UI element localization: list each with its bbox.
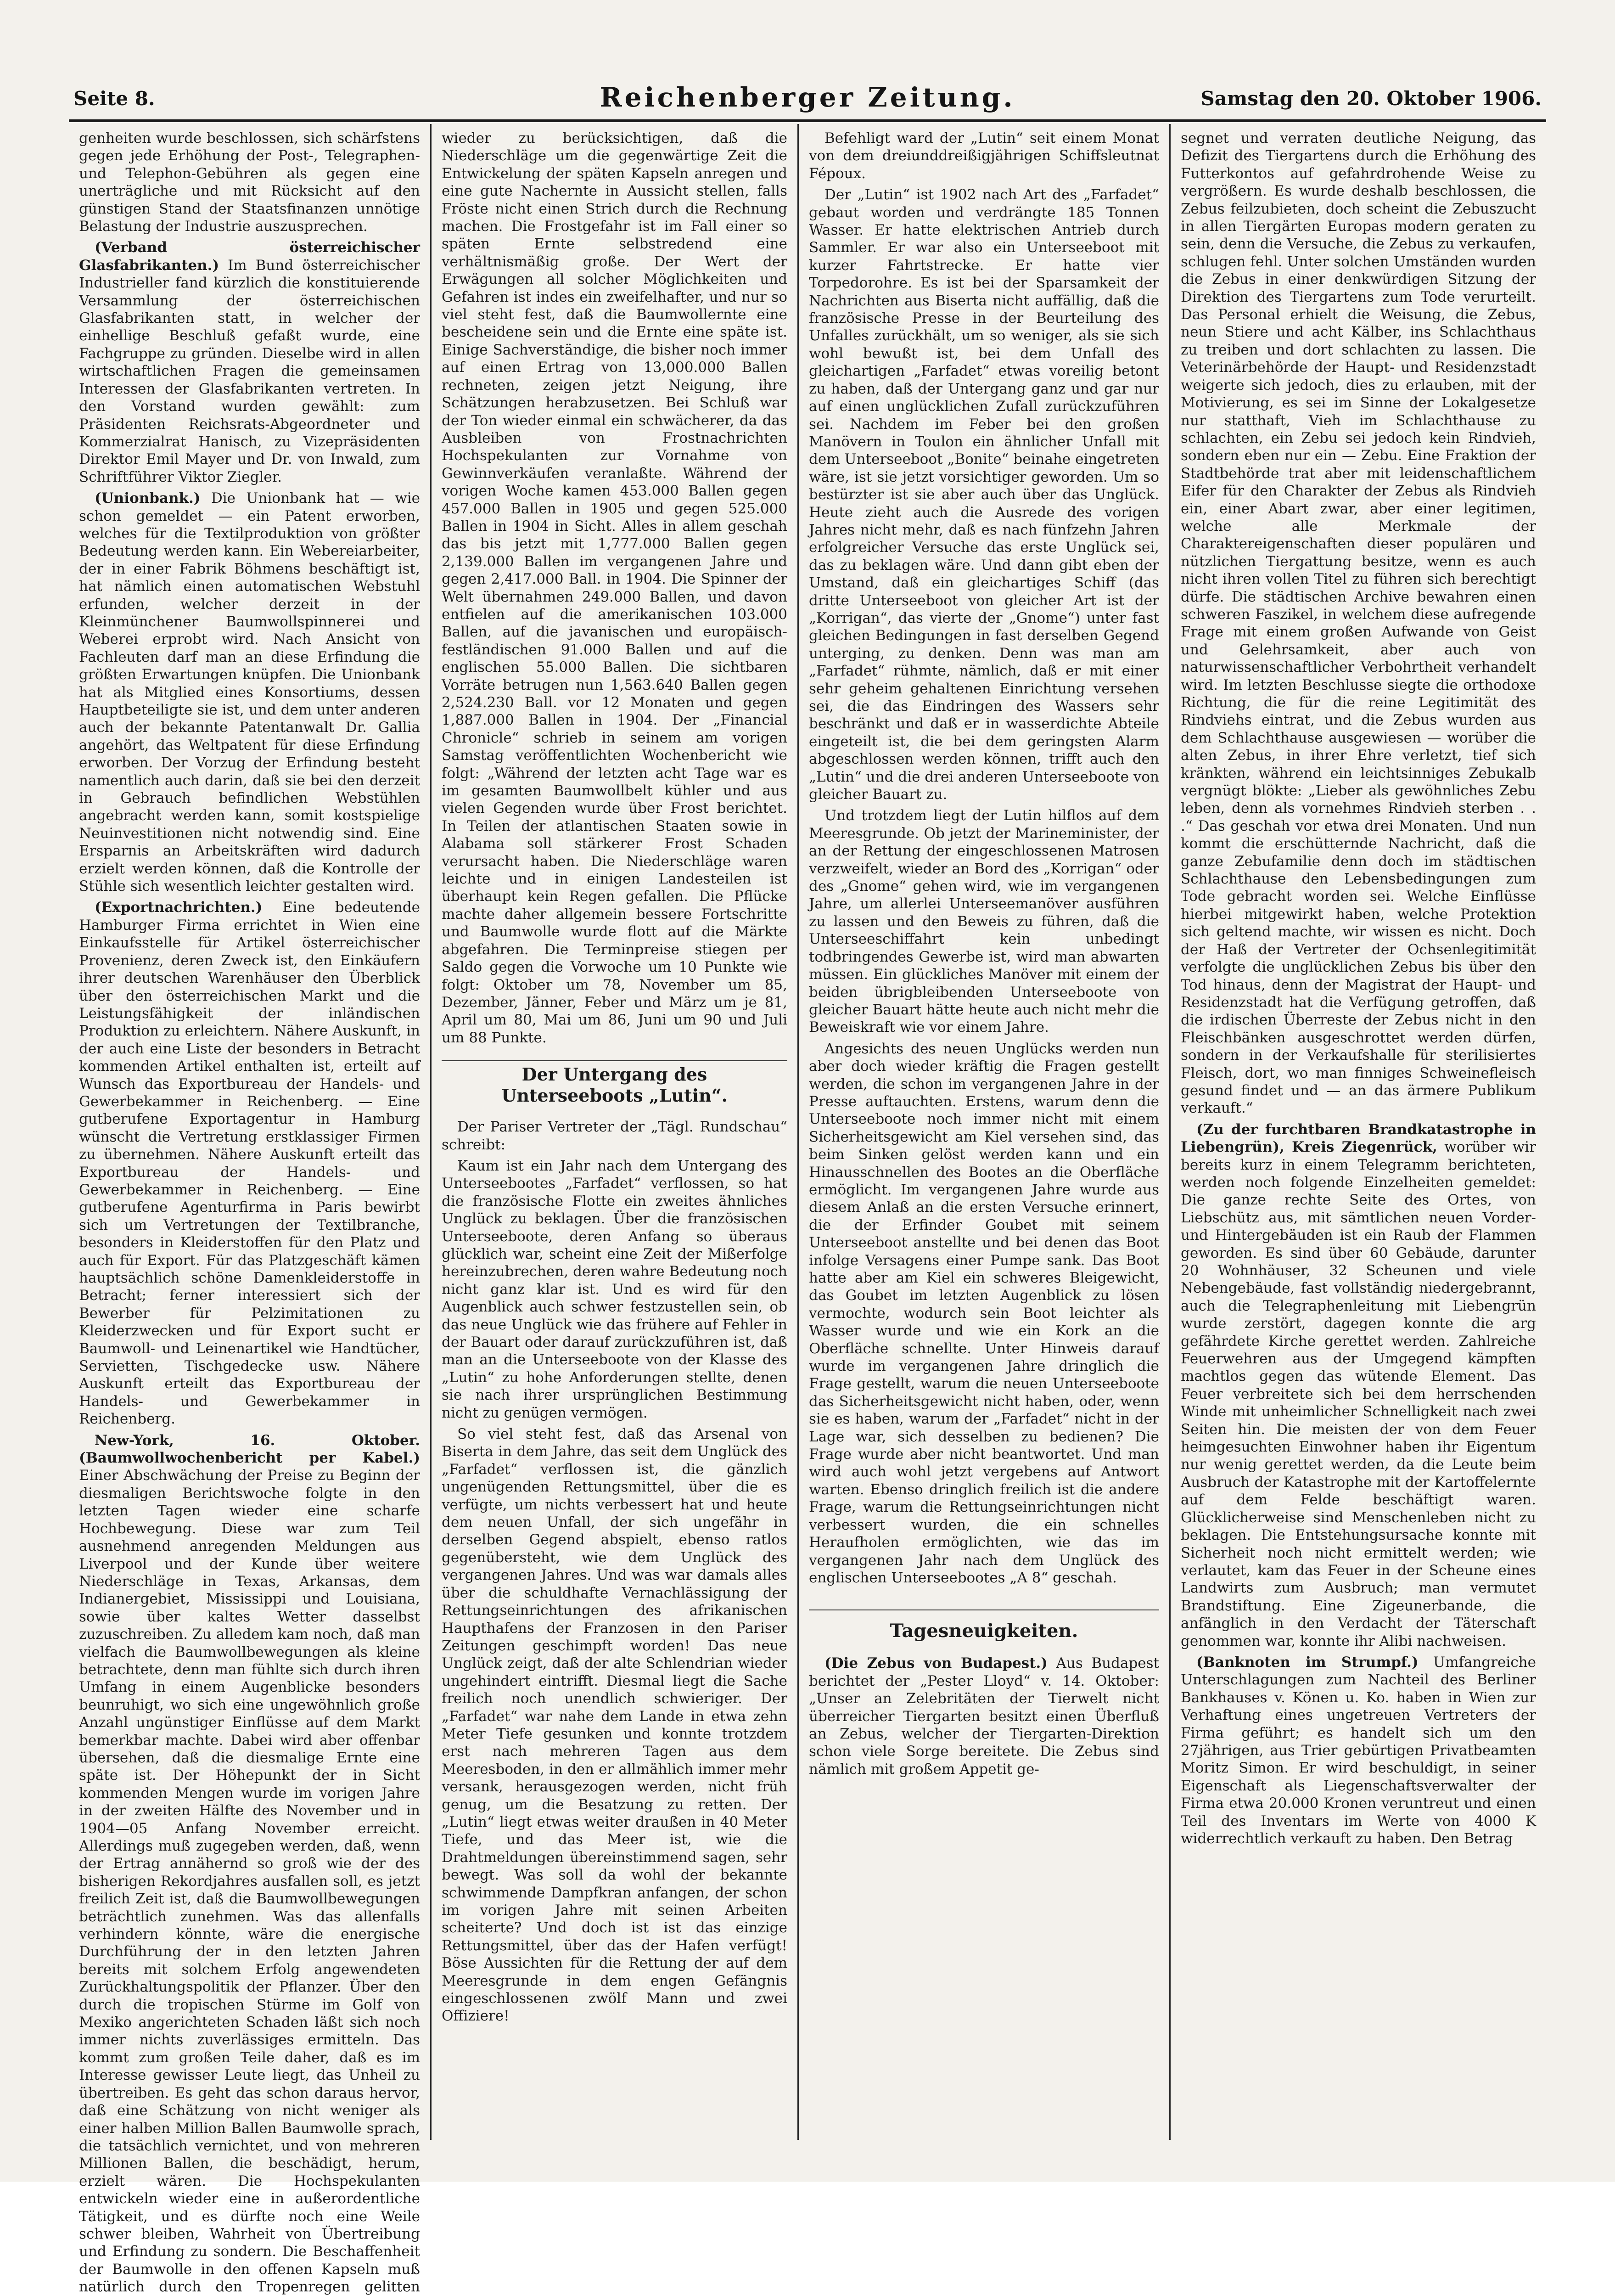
masthead [69, 69, 1546, 122]
section-heading: Tagesneuigkeiten. [809, 1609, 1159, 1643]
headline-line-1: Der Untergang des [522, 1064, 707, 1085]
column-4 [1171, 124, 1546, 2140]
article-text: Der Pariser Vertreter der „Tägl. Rundschau“ schreibt: [442, 1119, 787, 1153]
item-body: Aus Budapest berichtet der „Pester Lloyd“ v. 14. Oktober: „Unser an Zelebritäten der Tierwelt nicht überreicher Tiergarten besitzt einen Überfluß an Zebus, welcher der Tiergarten-Direktion schon viele Sorge bereitete. Die Zebus sind nämlich mit großem Appetit ge- [809, 1655, 1160, 1778]
columns [69, 124, 1546, 2296]
page-number: Seite 8. [73, 87, 155, 110]
item-body: Die Unionbank hat — wie schon gemeldet — ein Patent erworben, welches für die Textilproduktion von größter Bedeutung werden kann. Ein Webereiarbeiter, der in einer Fabrik Böhmens beschäftigt ist, hat nämlich einen automatischen Webstuhl erfunden, welcher derzeit in der Kleinmünchener Baumwollspinnerei und Weberei erprobt wird. Nach Ansicht von Fachleuten darf man an diese Erfindung die größten Erwartungen knüpfen. Die Unionbank hat als Mitglied eines Konsortiums, dessen Hauptbeteiligte sie ist, und dem unter anderen auch der bekannte Patentanwalt Dr. Gallia angehört, das Weltpatent für diese Erfindung erworben. Der Vorzug der Erfindung besteht namentlich auch darin, daß sie bei den derzeit in Gebrauch befindlichen Webstühlen angebracht werden kann, somit kostspielige Neuinvestitionen nicht notwendig sind. Eine Ersparnis an Arbeitskräften wird dadurch erzielt werden können, daß die Kontrolle der Stühle sich wesentlich leichter gestalten wird. [79, 490, 420, 895]
item-heading: New-York, 16. Oktober. (Baumwollwochenbericht per Kabel.) [79, 1432, 420, 1467]
column-3 [799, 124, 1171, 2140]
article-headline [442, 1060, 787, 1109]
headline-line-2: Unterseeboots „Lutin“. [501, 1085, 728, 1106]
article-text: So viel steht fest, daß das Arsenal von Biserta in dem Jahre, das seit dem Unglück des „Farfadet“ verflossen ist, die gänzlich ungenügenden Rettungsmittel, über die es verfügte, um nichts verbessert hat und heute dem neuen Unfall, der sich ungefähr in derselben Gegend abspielt, ebenso ratlos gegenübersteht, wie dem Unglück des vergangenen Jahres. Und was war damals alles über die schuldhafte Vernachlässigung der Rettungseinrichtungen des afrikanischen Haupthafens der Franzosen in den Pariser Zeitungen geschimpft worden! Das neue Unglück zeigt, daß der alte Schlendrian wieder ungehindert eintrifft. Diesmal liegt die Sache freilich noch unendlich schwieriger. Der „Farfadet“ war nahe dem Lande in etwa zehn Meter Tiefe gesunken und konnte trotzdem erst nach mehreren Tagen aus dem Meeresboden, in den er allmählich immer mehr versank, herausgezogen werden, nicht früh genug, um die Besatzung zu retten. Der „Lutin“ liegt etwas weiter draußen in 40 Meter Tiefe, und das Meer ist, wie die Drahtmeldungen übereinstimmend sagen, sehr bewegt. Was soll da wohl der bekannte schwimmende Dampfkran anfangen, der schon im vorigen Jahre mit seinen Arbeiten scheiterte? Und doch ist ist das einzige Rettungsmittel, über das der Hafen verfügt! Böse Aussichten für die Rettung der auf dem Meeresgrunde in dem engen Gefängnis eingeschlossenen zwölf Mann und zwei Offiziere! [442, 1426, 787, 2025]
item-body: Im Bund österreichischer Industrieller fand kürzlich die konstituierende Versammlung der österreichischen Glasfabrikanten statt, in welcher der einhellige Beschluß gefaßt wurde, eine Fachgruppe zu gründen. Dieselbe wird in allen wirtschaftlichen Fragen die gemeinsamen Interessen der Glasfabrikanten vertreten. In den Vorstand wurden gewählt: zum Präsidenten Reichsrats-Abgeordneter und Kommerzialrat Hanisch, zu Vizepräsidenten Direktor Emil Mayer und Dr. von Inwald, zum Schriftführer Viktor Ziegler. [79, 257, 420, 485]
item-heading: (Die Zebus von Budapest.) [824, 1655, 1048, 1672]
item-heading: (Banknoten im Strumpf.) [1196, 1654, 1419, 1671]
article-text: wieder zu berücksichtigen, daß die Niederschläge um die gegenwärtige Zeit die Entwickelung der späten Kapseln anregen und eine gute Nachernte in Aussicht stellen, falls Fröste nicht einen Strich durch die Rechnung machen. Die Frostgefahr ist im Fall einer so späten Ernte selbstredend eine verhältnismäßig große. Der Wert der Erwägungen all solcher Möglichkeiten und Gefahren ist indes ein zweifelhafter, und nur so viel steht fest, daß die Baumwollernte eine bescheidene sein und die Ernte eine späte ist. Einige Sachverständige, die bisher noch immer auf einen Ertrag von 13,000.000 Ballen rechneten, zeigen jetzt Neigung, ihre Schätzungen herabzusetzen. Bei Schluß war der Ton wieder einmal ein schwächerer, da das Ausbleiben von Frostnachrichten Hochspekulanten zur Vornahme von Gewinnverkäufen veranlaßte. Während der vorigen Woche kamen 453.000 Ballen gegen 457.000 Ballen in 1905 und gegen 525.000 Ballen in 1904 in Sicht. Alles in allem geschah das bis jetzt mit 1,777.000 Ballen gegen 2,139.000 Ballen im vergangenen Jahre und gegen 2,417.000 Ball. in 1904. Die Spinner der Welt übernahmen 249.000 Ballen, und davon entfielen auf die amerikanischen 103.000 Ballen, auf die javanischen und europäisch-festländischen 91.000 Ballen und auf die englischen 55.000 Ballen. Die sichtbaren Vorräte betrugen nun 1,563.640 Ballen gegen 2,524.230 Ball. vor 12 Monaten und gegen 1,887.000 Ballen in 1904. Der „Financial Chronicle“ schrieb in seinem am vorigen Samstag veröffentlichten Wochenbericht wie folgt: „Während der letzten acht Tage war es im gesamten Baumwollbelt kühler und aus vielen Gegenden wurde über Frost berichtet. In Teilen der atlantischen Staaten sowie in Alabama soll stärkerer Frost Schaden verursacht haben. Die Niederschläge waren leichte und in einigen Landesteilen ist überhaupt kein Regen gefallen. Die Pflücke machte daher allgemein bessere Fortschritte und Baumwolle wurde flott auf die Märkte abgefahren. Die Terminpreise stiegen per Saldo gegen die Vorwoche um 10 Punkte wie folgt: Oktober um 78, November um 85, Dezember, Jänner, Feber und März um je 81, April um 80, Mai um 86, Juni um 90 und Juli um 88 Punkte. [442, 130, 787, 1046]
item-heading: (Unionbank.) [95, 490, 201, 507]
article-item [79, 1432, 420, 2296]
article-item [809, 1654, 1159, 1778]
article-item [1181, 1654, 1536, 1847]
article-text: Und trotzdem liegt der Lutin hilflos auf dem Meeresgrunde. Ob jetzt der Marineminister, der an der Rettung der eingeschlossenen Matrosen verzweifelt, wieder an Bord des „Korrigan“ oder des „Gnome“ gehen wird, wie im vergangenen Jahre, um allerlei Unterseemanöver ausführen zu lassen und den Beweis zu führen, daß die Unterseeschiffahrt kein unbedingt todbringendes Gewerbe ist, wird man abwarten müssen. Ein glückliches Manöver mit einem der beiden übrigbleibenden Unterseeboote von gleicher Bauart hätte heute auch nicht mehr die Beweiskraft wie vor einem Jahre. [809, 807, 1159, 1036]
article-item [79, 490, 420, 895]
item-heading: (Zu der furchtbaren Brandkatastrophe in Liebengrün), Kreis Ziegenrück, [1181, 1121, 1536, 1156]
item-heading: (Exportnachrichten.) [95, 899, 263, 916]
article-text: Der „Lutin“ ist 1902 nach Art des „Farfadet“ gebaut worden und verdrängte 185 Tonnen Wasser. Er hatte elektrischen Antrieb durch Sammler. Er war also ein Unterseeboot mit kurzer Fahrtstrecke. Er hatte vier Torpedorohre. Es ist bei der Sparsamkeit der Nachrichten aus Biserta nicht auffällig, daß die französische Presse in der Beurteilung des Unfalles zurückhält, um so weniger, als sie sich wohl bewußt ist, bei dem Unfall des gleichartigen „Farfadet“ etwas voreilig betont zu haben, daß der Untergang ganz und gar nur auf einen unglücklichen Zufall zurückzuführen sei. Nachdem im Feber bei den großen Manövern in Toulon ein ähnlicher Unfall mit dem Unterseeboot „Bonite“ beinahe eingetreten wäre, ist sie jetzt vorsichtiger geworden. Um so bestürzter ist sie aber auch über das Unglück. Heute zieht auch die Ausrede des vorigen Jahres nicht mehr, daß es nach fünfzehn Jahren erfolgreicher Versuche das erste Unglück sei, das zu beklagen wäre. Und dann gibt eben der Umstand, daß ein gleichartiges Schiff (das dritte Unterseeboot von gleicher Art ist der „Korrigan“, das vierte der „Gnome“) unter fast gleichen Bedingungen in fast derselben Gegend unterging, zu denken. Denn was man am „Farfadet“ rühmte, nämlich, daß er mit einer sehr geheim gehaltenen Einrichtung versehen sei, die das Eindringen des Wassers sehr beschränkt und daß er in wasserdichte Abteile eingeteilt ist, die bei dem geringsten Alarm abgeschlossen werden können, trifft auch den „Lutin“ und die drei anderen Unterseeboote von gleicher Bauart zu. [809, 186, 1159, 803]
article-item [79, 899, 420, 1428]
article-text: Angesichts des neuen Unglücks werden nun aber doch wieder kräftig die Fragen gestellt werden, die schon im vergangenen Jahre in der Presse auftauchten. Erstens, warum denn die Unterseeboote noch immer nicht mit einem Sicherheitsgewicht am Kiel versehen sind, das beim Sinken gelöst werden kann und ein Hinausschnellen des Bootes an die Oberfläche ermöglicht. Im vergangenen Jahre wurde aus diesem Anlaß an die ersten Versuche erinnert, die der Erfinder Goubet mit seinem Unterseeboot anstellte und bei denen das Boot infolge Versagens einer Pumpe sank. Das Boot hatte aber am Kiel ein schweres Bleigewicht, das Goubet im letzten Augenblick zu lösen vermochte, wodurch sein Boot leichter als Wasser wurde und wie ein Kork an die Oberfläche schnellte. Unter Hinweis darauf wurde im vergangenen Jahre dringlich die Frage gestellt, warum die neuen Unterseeboote das Sicherheitsgewicht nicht haben, oder, wenn sie es haben, warum der „Farfadet“ nicht in der Lage war, sich desselben zu bedienen? Die Frage wurde aber nicht beantwortet. Und man wird auch wohl jetzt vergebens auf Antwort warten. Ebenso dringlich freilich ist die andere Frage, warum die Rettungseinrichtungen nicht verbessert wurden, die ein schnelles Heraufholen ermöglichten, wie das im vergangenen Jahr nach dem Unglück des englischen Unterseebootes „A 8“ geschah. [809, 1040, 1159, 1586]
article-text: genheiten wurde beschlossen, sich schärfstens gegen jede Erhöhung der Post-, Telegraphen- und Telephon-Gebühren als gegen eine unerträgliche und mit Rücksicht auf den günstigen Stand der Staatsfinanzen unnötige Belastung der Industrie auszusprechen. [79, 130, 420, 235]
item-body: Einer Abschwächung der Preise zu Beginn der diesmaligen Berichtswoche folgte in den letzten Tagen wieder eine scharfe Hochbewegung. Diese war zum Teil ausnehmend anregenden Meldungen aus Liverpool und der Kunde über weitere Niederschläge in Texas, Arkansas, dem Indianergebiet, Mississippi und Louisiana, sowie über kaltes Wetter dasselbst zuzuschreiben. Zu alledem kam noch, daß man vielfach die Baumwollbewegungen als kleine betrachtete, denn man fühlte sich durch ihren Umfang in einem Augenblicke besonders beunruhigt, wo sich eine ungewöhnlich große Anzahl ungünstiger Einflüsse auf dem Markt bemerkbar machte. Dabei wird aber offenbar übersehen, daß die diesmalige Ernte eine späte ist. Der Höhepunkt der in Sicht kommenden Mengen wurde im vorigen Jahre in der zweiten Hälfte des November und in 1904—05 Anfang November erreicht. Allerdings muß zugegeben werden, daß, wenn der Ertrag annähernd so groß wie der des bisherigen Rekordjahres ausfallen soll, es jetzt freilich Zeit ist, daß die Baumwollbewegungen beträchtlich zunehmen. Was das allenfalls verhindern könnte, wäre die energische Durchführung der in den letzten Jahren bereits mit solchem Erfolg angewendeten Zurückhaltungspolitik der Pflanzer. Über den durch die tropischen Stürme im Golf von Mexiko angerichteten Schaden läßt sich noch immer nichts zuverlässiges ermitteln. Das kommt zum großen Teile daher, daß es im Interesse gewisser Leute liegt, das Unheil zu übertreiben. Es geht das schon daraus hervor, daß eine Schätzung von nicht weniger als einer halben Million Ballen Baumwolle sprach, die tatsächlich vernichtet, und von mehreren Millionen Ballen, die beschädigt, herum, erzielt wären. Die Hochspekulanten entwickeln wieder eine in außerordentliche Tätigkeit, und es dürfte noch eine Weile schwer bleiben, Wahrheit von Übertreibung und Erfindung zu sondern. Die Beschaffenheit der Baumwolle in den offenen Kapseln muß natürlich durch den Tropenregen gelitten [79, 1467, 420, 2296]
item-body: Umfangreiche Unterschlagungen zum Nachteil des Berliner Bankhauses v. Könen u. Ko. haben in Wien zur Verhaftung eines ungetreuen Vertreters der Firma geführt; es handelt sich um den 27jährigen, aus Trier gebürtigen Privatbeamten Moritz Simon. Er wird beschuldigt, in seiner Eigenschaft als Liegenschaftsverwalter der Firma etwa 20.000 Kronen veruntreut und einen Teil des Inventars im Werte von 4000 K widerrechtlich verkauft zu haben. Den Betrag [1181, 1654, 1536, 1847]
article-item [79, 239, 420, 486]
column-2 [432, 124, 799, 2140]
issue-date: Samstag den 20. Oktober 1906. [1200, 87, 1542, 110]
article-text: Kaum ist ein Jahr nach dem Untergang des Unterseebootes „Farfadet“ verflossen, so hat die französische Flotte ein zweites ähnliches Unglück zu beklagen. Über die französischen Unterseeboote, deren Anfang so überaus glücklich war, scheint eine Zeit der Mißerfolge hereinzubrechen, deren wahre Bedeutung noch nicht ganz klar ist. Und es wird für den Augenblick auch schwer festzustellen sein, ob das neue Unglück wie das frühere auf Fehler in der Bauart oder darauf zurückzuführen ist, daß man an die Unterseeboote von der Klasse des „Lutin“ zu hohe Anforderungen stellte, denen sie nach ihrer ursprünglichen Bestimmung nicht zu genügen vermögen. [442, 1157, 787, 1421]
article-item [1181, 1121, 1536, 1650]
article-text: segnet und verraten deutliche Neigung, das Defizit des Tiergartens durch die Erhöhung des Futterkontos auf gefahrdrohende Weise zu vergrößern. Es wurde deshalb beschlossen, die Zebus feilzubieten, doch scheint die Zebuszucht in allen Tiergärten Europas modern geraten zu sein, denn die Versuche, die Zebus zu verkaufen, schlugen fehl. Unter solchen Umständen wurden die Zebus in einer denkwürdigen Sitzung der Direktion des Tiergartens zum Tode verurteilt. Das Personal erhielt die Weisung, die Zebus, neun Stiere und acht Kälber, ins Schlachthaus zu treiben und dort schlachten zu lassen. Die Veterinärbehörde der Haupt- und Residenzstadt weigerte sich jedoch, dies zu erlauben, mit der Motivierung, es sei im Sinne der Lokalgesetze nur statthaft, Vieh im Schlachthause zu schlachten, ein Zebu sei jedoch kein Rindvieh, sondern eben nur ein — Zebu. Eine Fraktion der Stadtbehörde trat aber mit leidenschaftlichem Eifer für den Charakter der Zebus als Rindvieh ein, einer Abart zwar, aber einer legitimen, welche alle Merkmale der Charaktereigenschaften dieser populären und nützlichen Tiergattung besitze, wenn es auch nicht ihren vollen Titel zu führen sich berechtigt dürfe. Die städtischen Archive bewahren einen schweren Faszikel, in welchem diese aufregende Frage mit einem großen Aufwande von Geist und Gelehrsamkeit, aber auch von naturwissenschaftlicher Verbohrtheit verhandelt wird. Im letzten Beschlusse siegte die orthodoxe Richtung, die für die reine Legitimität des Rindviehs eintrat, und die Zebus wurden aus dem Schlachthause ausgewiesen — worüber die alten Zebus, in ihrer Ehre verletzt, tief sich kränkten, während ein leichtsinniges Zebukalb vergnügt blökte: „Lieber als gewöhnliches Zebu leben, denn als vornehmes Rindvieh sterben . . .“ Das geschah vor etwa drei Monaten. Und nun kommt die erschütternde Nachricht, daß die ganze Zebufamilie denn doch im städtischen Schlachthause den Lebensbedingungen zum Tode gebracht worden sei. Welche Einflüsse hierbei mitgewirkt haben, welche Protektion sich geltend machte, wir wissen es nicht. Doch der Haß der Vertreter der Ochsenlegitimität verfolgte die unglücklichen Zebus bis über den Tod hinaus, denn der Magistrat der Haupt- und Residenzstadt hat die Verfügung getroffen, daß die irdischen Überreste der Zebus nicht in den Fleischbänken ausgeschrottet werden dürfen, sondern in der Verkaufshalle für sterilisiertes Fleisch, dort, wo man finniges Schweinefleisch gesund findet und — an das ärmere Publikum verkauft.“ [1181, 130, 1536, 1117]
newspaper-title: Reichenberger Zeitung. [600, 82, 1015, 113]
item-heading: (Verband österreichischer Glasfabrikanten.) [79, 239, 420, 274]
item-body: Eine bedeutende Hamburger Firma errichtet in Wien eine Einkaufsstelle für Artikel österreichischer Provenienz, deren Zweck ist, den Einkäufern ihrer deutschen Warenhäuser den Überblick über den österreichischen Markt und die Leistungsfähigkeit der inländischen Produktion zu erleichtern. Nähere Auskunft, in der auch eine Liste der besonders in Betracht kommenden Artikel enthalten ist, erteilt auf Wunsch das Exportbureau der Handels- und Gewerbekammer in Reichenberg. — Eine gutberufene Exportagentur in Hamburg wünscht die Vertretung erstklassiger Firmen zu übernehmen. Nähere Auskunft erteilt das Exportbureau der Handels- und Gewerbekammer in Reichenberg. — Eine gutberufene Agenturfirma in Paris bewirbt sich um Vertretungen der Textilbranche, besonders in Kleiderstoffen für den Platz und auch für Export. Für das Platzgeschäft kämen hauptsächlich schöne Damenkleiderstoffe in Betracht; ferner interessiert sich der Bewerber für Pelzimitationen zu Kleiderzwecken und für Export sucht er Baumwoll- und Leinenartikel wie Handtücher, Servietten, Tischgedecke usw. Nähere Auskunft erteilt das Exportbureau der Handels- und Gewerbekammer in Reichenberg. [79, 899, 421, 1428]
article-text: Befehligt ward der „Lutin“ seit einem Monat von dem dreiunddreißigjährigen Schiffsleutnat Fépoux. [809, 130, 1159, 182]
column-1 [69, 124, 432, 2296]
item-body: worüber wir bereits kurz in einem Telegramm berichteten, werden noch folgende Einzelheiten gemeldet: Die ganze rechte Seite des Ortes, von Liebschütz aus, mit sämtlichen neuen Vorder- und Hintergebäuden ist ein Raub der Flammen geworden. Es sind über 60 Gebäude, darunter 20 Wohnhäuser, 32 Scheunen und viele Nebengebäude, fast vollständig niedergebrannt, auch die Telegraphenleitung mit Liebengrün wurde zerstört, dagegen konnte die arg gefährdete Kirche gerettet werden. Zahlreiche Feuerwehren aus der Umgegend kämpften machtlos gegen das wütende Element. Das Feuer verbreitete sich bei dem herrschenden Winde mit unheimlicher Schnelligkeit nach zwei Seiten hin. Die meisten der von dem Feuer heimgesuchten Einwohner haben ihr Eigentum nur wenig gerettet werden, da die Leute beim Ausbruch der Katastrophe mit der Kartoffelernte auf dem Felde beschäftigt waren. Glücklicherweise sind Menschenleben nicht zu beklagen. Die Entstehungsursache konnte mit Sicherheit noch nicht ermittelt werden; wie verlautet, kam das Feuer in der Scheune eines Landwirts zum Ausbruch; man vermutet Brandstiftung. Eine Zigeunerbande, die anfänglich in den Verdacht der Täterschaft genommen war, konnte ihr Alibi nachweisen. [1181, 1139, 1536, 1649]
